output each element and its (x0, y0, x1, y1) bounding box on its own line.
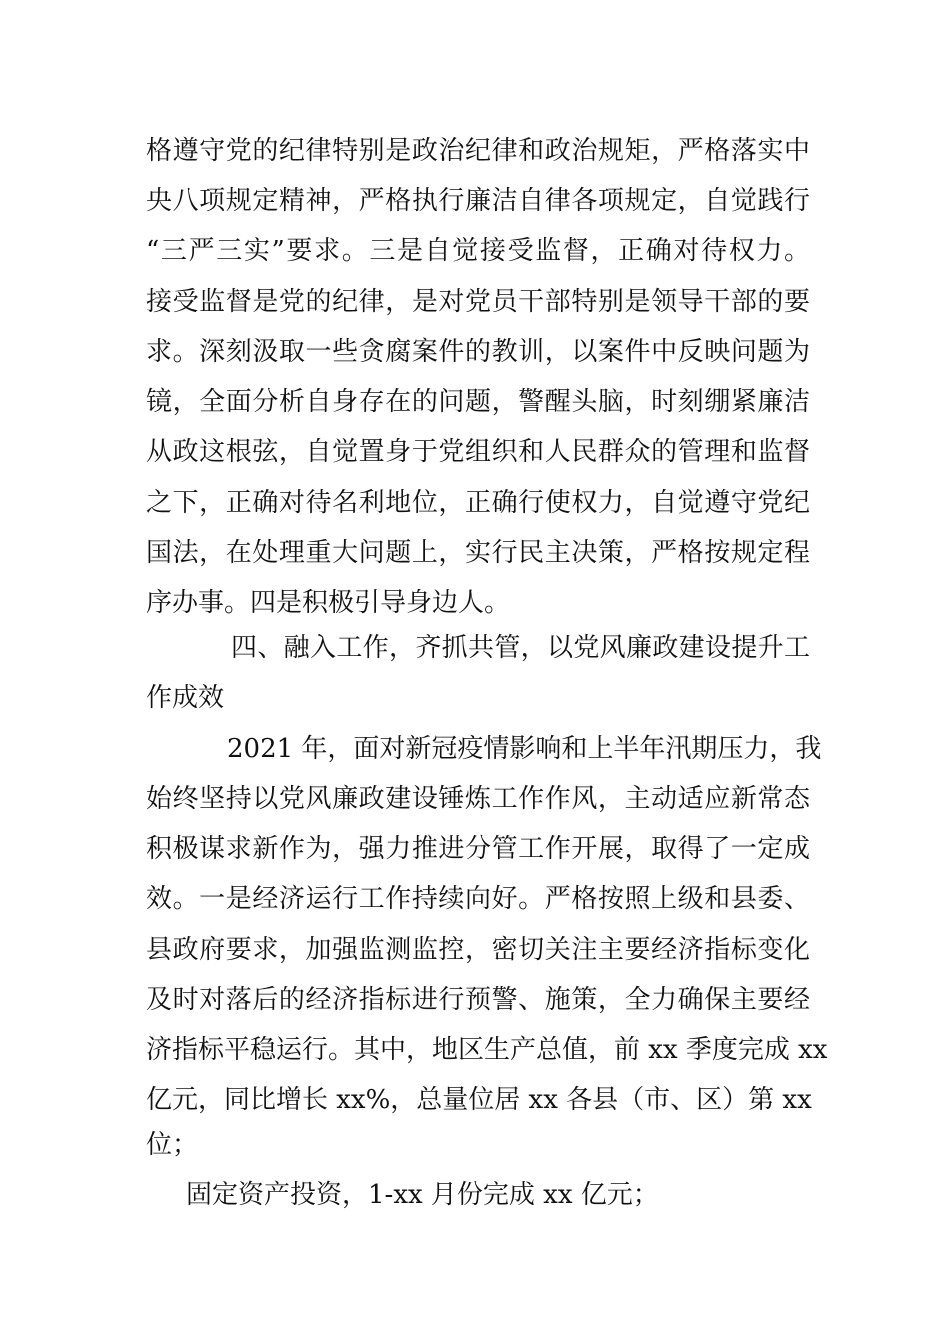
text-line: 之下，正确对待名利地位，正确行使权力，自觉遵守党纪 (146, 488, 810, 518)
text-line: 格遵守党的纪律特别是政治纪律和政治规矩，严格落实中 (146, 136, 810, 166)
text-line: 位； (146, 1130, 199, 1160)
text-line: 始终坚持以党风廉政建设锤炼工作作风，主动适应新常态 (146, 784, 810, 814)
text-line: 及时对落后的经济指标进行预警、施策，全力确保主要经 (146, 985, 810, 1015)
section-heading-continuation: 作成效 (146, 683, 225, 713)
text-line: 县政府要求，加强监测监控，密切关注主要经济指标变化 (146, 935, 810, 965)
text-line: 效。一是经济运行工作持续向好。严格按照上级和县委、 (146, 884, 810, 914)
text-line: 积极谋求新作为，强力推进分管工作开展，取得了一定成 (146, 834, 810, 864)
text-line: “三严三实”要求。三是自觉接受监督，正确对待权力。 (146, 236, 810, 266)
text-line: 固定资产投资，1-xx 月份完成 xx 亿元； (186, 1180, 659, 1210)
text-line: 接受监督是党的纪律，是对党员干部特别是领导干部的要 (146, 287, 810, 317)
text-line: 从政这根弦，自觉置身于党组织和人民群众的管理和监督 (146, 437, 810, 467)
text-line: 求。深刻汲取一些贪腐案件的教训，以案件中反映问题为 (146, 337, 810, 367)
text-line: 亿元，同比增长 xx%，总量位居 xx 各县（市、区）第 xx (146, 1085, 812, 1115)
text-line: 序办事。四是积极引导身边人。 (146, 588, 511, 618)
text-line: 济指标平稳运行。其中，地区生产总值，前 xx 季度完成 xx (146, 1035, 828, 1065)
text-line: 国法，在处理重大问题上，实行民主决策，严格按规定程 (146, 538, 810, 568)
section-heading: 四、融入工作，齐抓共管，以党风廉政建设提升工 (231, 633, 810, 663)
text-line: 镜，全面分析自身存在的问题，警醒头脑，时刻绷紧廉洁 (146, 387, 810, 417)
text-line: 2021 年，面对新冠疫情影响和上半年汛期压力，我 (227, 734, 822, 764)
text-line: 央八项规定精神，严格执行廉洁自律各项规定，自觉践行 (146, 186, 810, 216)
